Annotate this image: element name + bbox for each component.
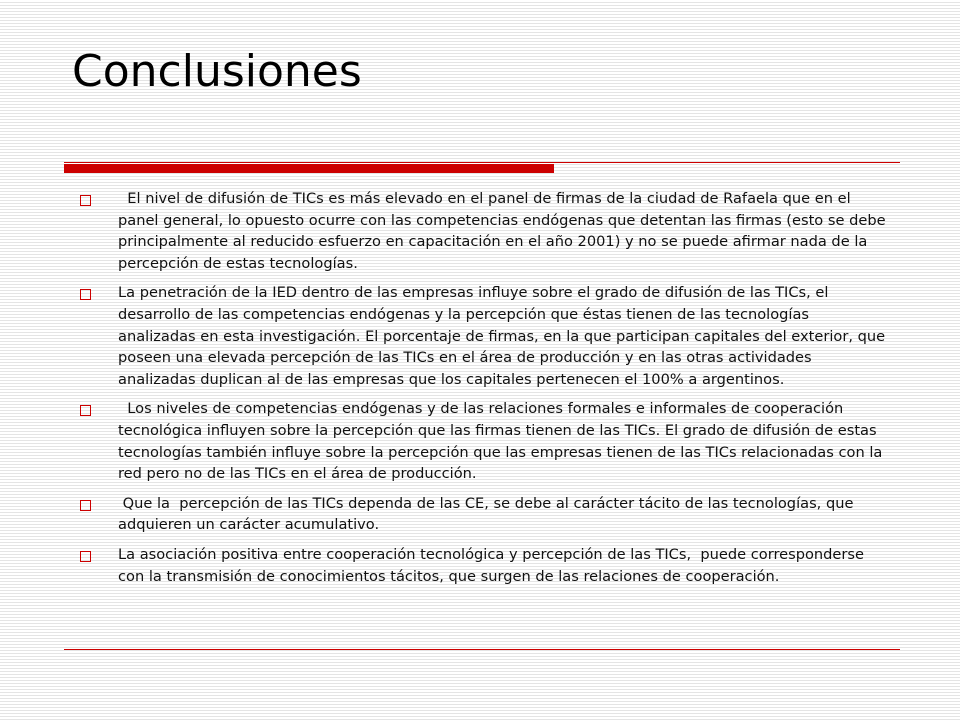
bullet-text: El nivel de difusión de TICs es más elevado en el panel de firmas de la ciudad de Rafaela que en el panel general, lo opuesto ocurre con las competencias endógenas que detentan las firmas (esto se debe principalmente al reducido esfuerzo en capacitación en el año 2001) y no se puede afirmar nada de la percepción de estas tecnologías. [118,190,891,272]
square-bullet-icon [80,405,91,416]
bullet-item [76,493,888,536]
thin-rule [64,162,900,163]
slide-title: Conclusiones [72,46,362,97]
bullet-item [76,188,891,274]
bullet-text: Los niveles de competencias endógenas y de las relaciones formales e informales de cooperación tecnológica influyen sobre la percepción que las firmas tienen de las TICs. El grado de difusión de estas tecnologías también influye sobre la percepción que las empresas tienen de las TICs relacionadas con la red pero no de las TICs en el área de producción. [118,400,887,483]
bullet-text: La penetración de la IED dentro de las empresas influye sobre el grado de difusión de las TICs, el desarrollo de las competencias endógenas y la percepción que éstas tienen de las tecnologías analizadas en esta investigación. El porcentaje de firmas, en la que participan capitales del exterior, que poseen una elevada percepción de las TICs en el área de producción y en las otras actividades analizadas duplican al de las empresas que los capitales pertenecen el 100% a argentinos. [118,284,890,388]
bullet-item [76,282,888,390]
square-bullet-icon [80,195,91,206]
square-bullet-icon [80,289,91,300]
bullet-text: La asociación positiva entre cooperación tecnológica y percepción de las TICs, puede corresponderse con la transmisión de conocimientos tácitos, que surgen de las relaciones de cooperación. [118,545,869,585]
square-bullet-icon [80,500,91,511]
bullet-text: Que la percepción de las TICs dependa de las CE, se debe al carácter tácito de las tecnologías, que adquieren un carácter acumulativo. [118,494,859,534]
bullet-list [76,188,891,595]
square-bullet-icon [80,551,91,562]
accent-bar [64,164,554,173]
bottom-rule [64,649,900,650]
title-underline [64,162,900,174]
bullet-item [76,544,888,587]
bullet-item [76,398,888,484]
